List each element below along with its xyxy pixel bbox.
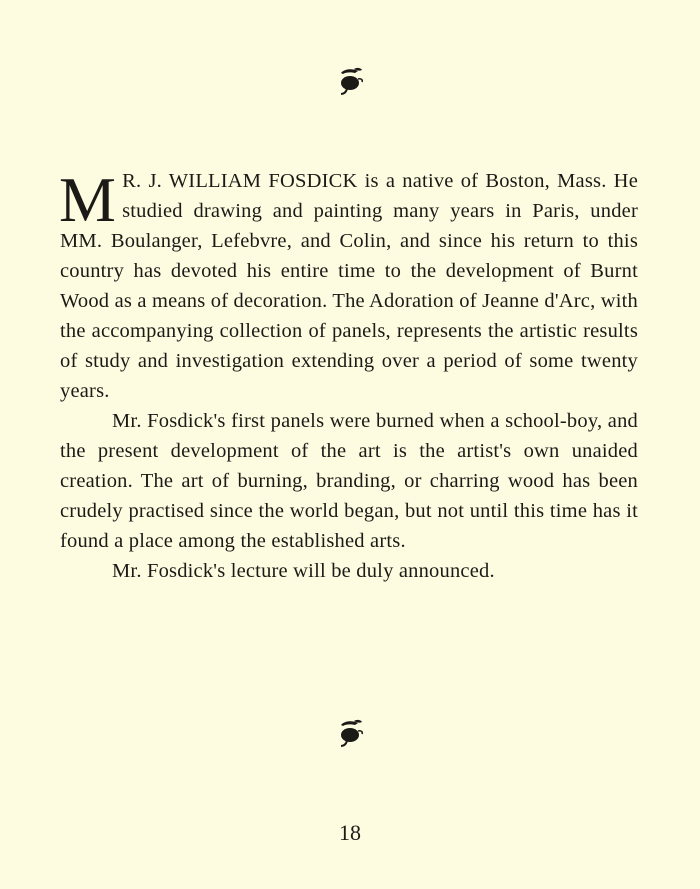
paragraph-panels: Mr. Fosdick's first panels were burned when a school-boy, and the present development of the art is the artist's own unaided creation. The art of burning, branding, or charring wood has been crudely practised since the world began, but not until this time has it found a place among the established arts. <box>60 410 638 552</box>
paragraph-intro <box>60 166 638 406</box>
page-number: 18 <box>339 820 361 845</box>
main-text <box>60 166 638 586</box>
leaf-fleuron-icon <box>330 64 370 96</box>
drop-cap: M <box>59 164 117 235</box>
paragraph-lecture: Mr. Fosdick's lecture will be duly announced. <box>112 560 495 582</box>
leaf-fleuron-icon <box>330 716 370 748</box>
paragraph-intro-text: R. J. WILLIAM FOSDICK is a native of Boston, Mass. He studied drawing and painting many years in Paris, under MM. Boulanger, Lefebvre, and Colin, and since his return to this country has devoted his entire time to the development of Burnt Wood as a means of decoration. The Adoration of Jeanne d'Arc, with the accompanying collection of panels, represents the artistic results of study and investigation extending over a period of some twenty years. <box>60 170 638 402</box>
